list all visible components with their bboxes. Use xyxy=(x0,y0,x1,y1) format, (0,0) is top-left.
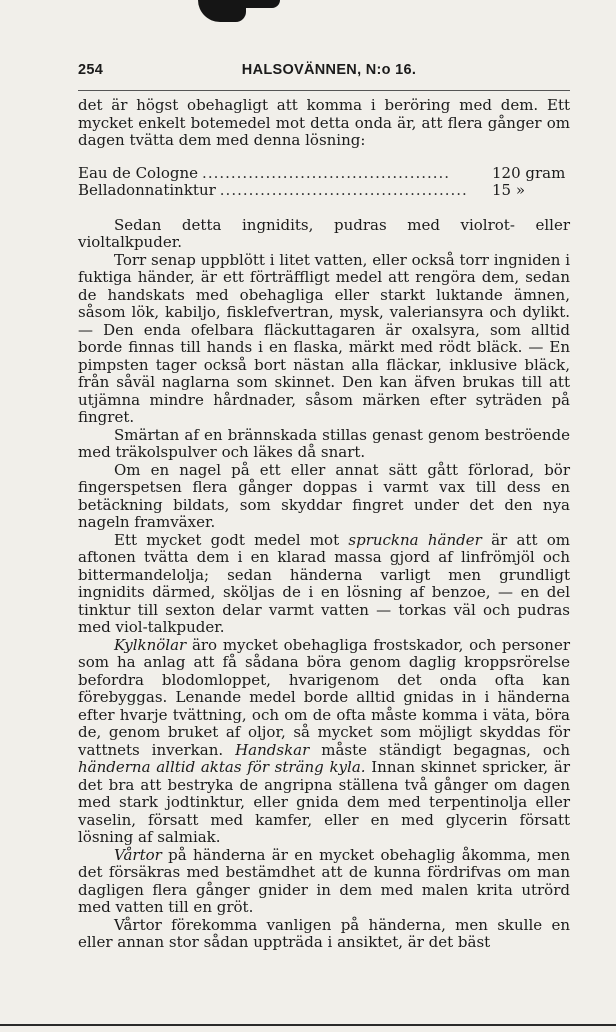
paragraph-mustard: Torr senap uppblött i litet vatten, eller också torr ingniden i fuktiga händer, är ett förträffligt medel att rengöra dem, sedan de handskats med obehagliga eller starkt luktande ämnen, såsom lök, kabiljo, fisklefvertran, mysk, valeriansyra och dylikt. — Den enda ofelbara fläckuttagaren är oxalsyra, som alltid borde finnas till hands i en flaska, märkt med rödt bläck. — En pimpsten tager också bort nästan alla fläckar, inklusive bläck, från såväl naglarna som skinnet. Den kan äfven brukas till att utjämna mindre hårdnader, såsom märken efter syträden på fingret. xyxy=(78,250,570,426)
paragraph-intro: det är högst obehagligt att komma i beröring med dem. Ett mycket enkelt botemedel mot detta onda är, att flera gånger om dagen tvätta dem med denna lösning: xyxy=(78,96,570,149)
header-rule xyxy=(78,90,570,91)
paragraph-nail: Om en nagel på ett eller annat sätt gått förlorad, bör fingerspetsen flera gånger doppas i varmt vax till dess en betäckning bildats, som skyddar fingret under det den nya nageln framväxer. xyxy=(78,460,570,531)
paragraph-warts: Vårtor på händerna är en mycket obehaglig åkomma, men det försäkras med bestämdhet att de kunna fördrifvas om man dagligen flera gånger gnider in dem med malen krita utrörd med vatten till en gröt. xyxy=(78,845,570,916)
page-bottom-edge xyxy=(0,1024,616,1026)
emphasis-term: spruckna händer xyxy=(348,530,482,549)
article-body xyxy=(78,97,570,952)
paragraph-burn: Smärtan af en brännskada stillas genast genom beströende med träkolspulver och läkes då snart. xyxy=(78,425,570,461)
paragraph-chilblains: Kylknölar äro mycket obehagliga frostskador, och personer som ha anlag att få sådana böra genom daglig kroppsrörelse befordra blodomloppet, hvarigenom det onda ofta kan förebyggas. Lenande medel borde alltid gnidas in i händerna efter hvarje tvättning, och om de ofta måste komma i väta, böra de, genom bruket af oljor, så mycket som möjligt skyddas för vattnets inverkan. Handskar måste ständigt begagnas, och händerna alltid aktas för sträng kyla. Innan skinnet spricker, är det bra att bestryka de angripna ställena två gånger om dagen med stark jodtinktur, eller gnida dem med terpentinolja eller vaselin, försatt med kamfer, eller en med glycerin försatt lösning af salmiak. xyxy=(78,635,570,846)
paragraph-chapped-hands: Ett mycket godt medel mot spruckna händer är att om aftonen tvätta dem i en klarad massa gjord af linfrömjöl och bittermandelolja; sedan händerna varligt men grundligt ingnidits därmed, sköljas de i en lösning af benzoe, — en del tinktur till sexton delar varmt vatten — torkas väl och pudras med viol-talkpuder. xyxy=(78,530,570,636)
leader-dots: ........................................... xyxy=(202,164,451,182)
page-number: 254 xyxy=(78,62,104,78)
emphasis-term: händerna alltid aktas för sträng kyla. xyxy=(78,758,366,776)
recipe-row xyxy=(78,182,570,200)
emphasis-term: Handskar xyxy=(235,740,310,759)
leader-dots: ........................................... xyxy=(219,182,468,199)
page-header xyxy=(78,62,570,84)
recipe-row xyxy=(78,165,570,183)
ingredient-quantity: 15 » xyxy=(492,181,526,199)
paragraph-powder: Sedan detta ingnidits, pudras med violrot- eller violtalkpuder. xyxy=(78,215,570,251)
emphasis-term: Vårtor xyxy=(114,845,162,864)
ingredient-name: Belladonnatinktur xyxy=(78,181,216,199)
ingredient-name: Eau de Cologne xyxy=(78,163,199,182)
ink-blot xyxy=(198,0,246,22)
recipe-list xyxy=(78,165,570,200)
ingredient-quantity: 120 gram xyxy=(492,163,566,182)
emphasis-term: Kylknölar xyxy=(114,635,187,654)
running-title: HALSOVÄNNEN, N:o 16. xyxy=(241,62,417,78)
paragraph-warts-face: Vårtor förekomma vanligen på händerna, men skulle en eller annan stor sådan uppträda i ansiktet, är det bäst xyxy=(78,915,570,951)
ink-blot-tail xyxy=(240,0,280,8)
